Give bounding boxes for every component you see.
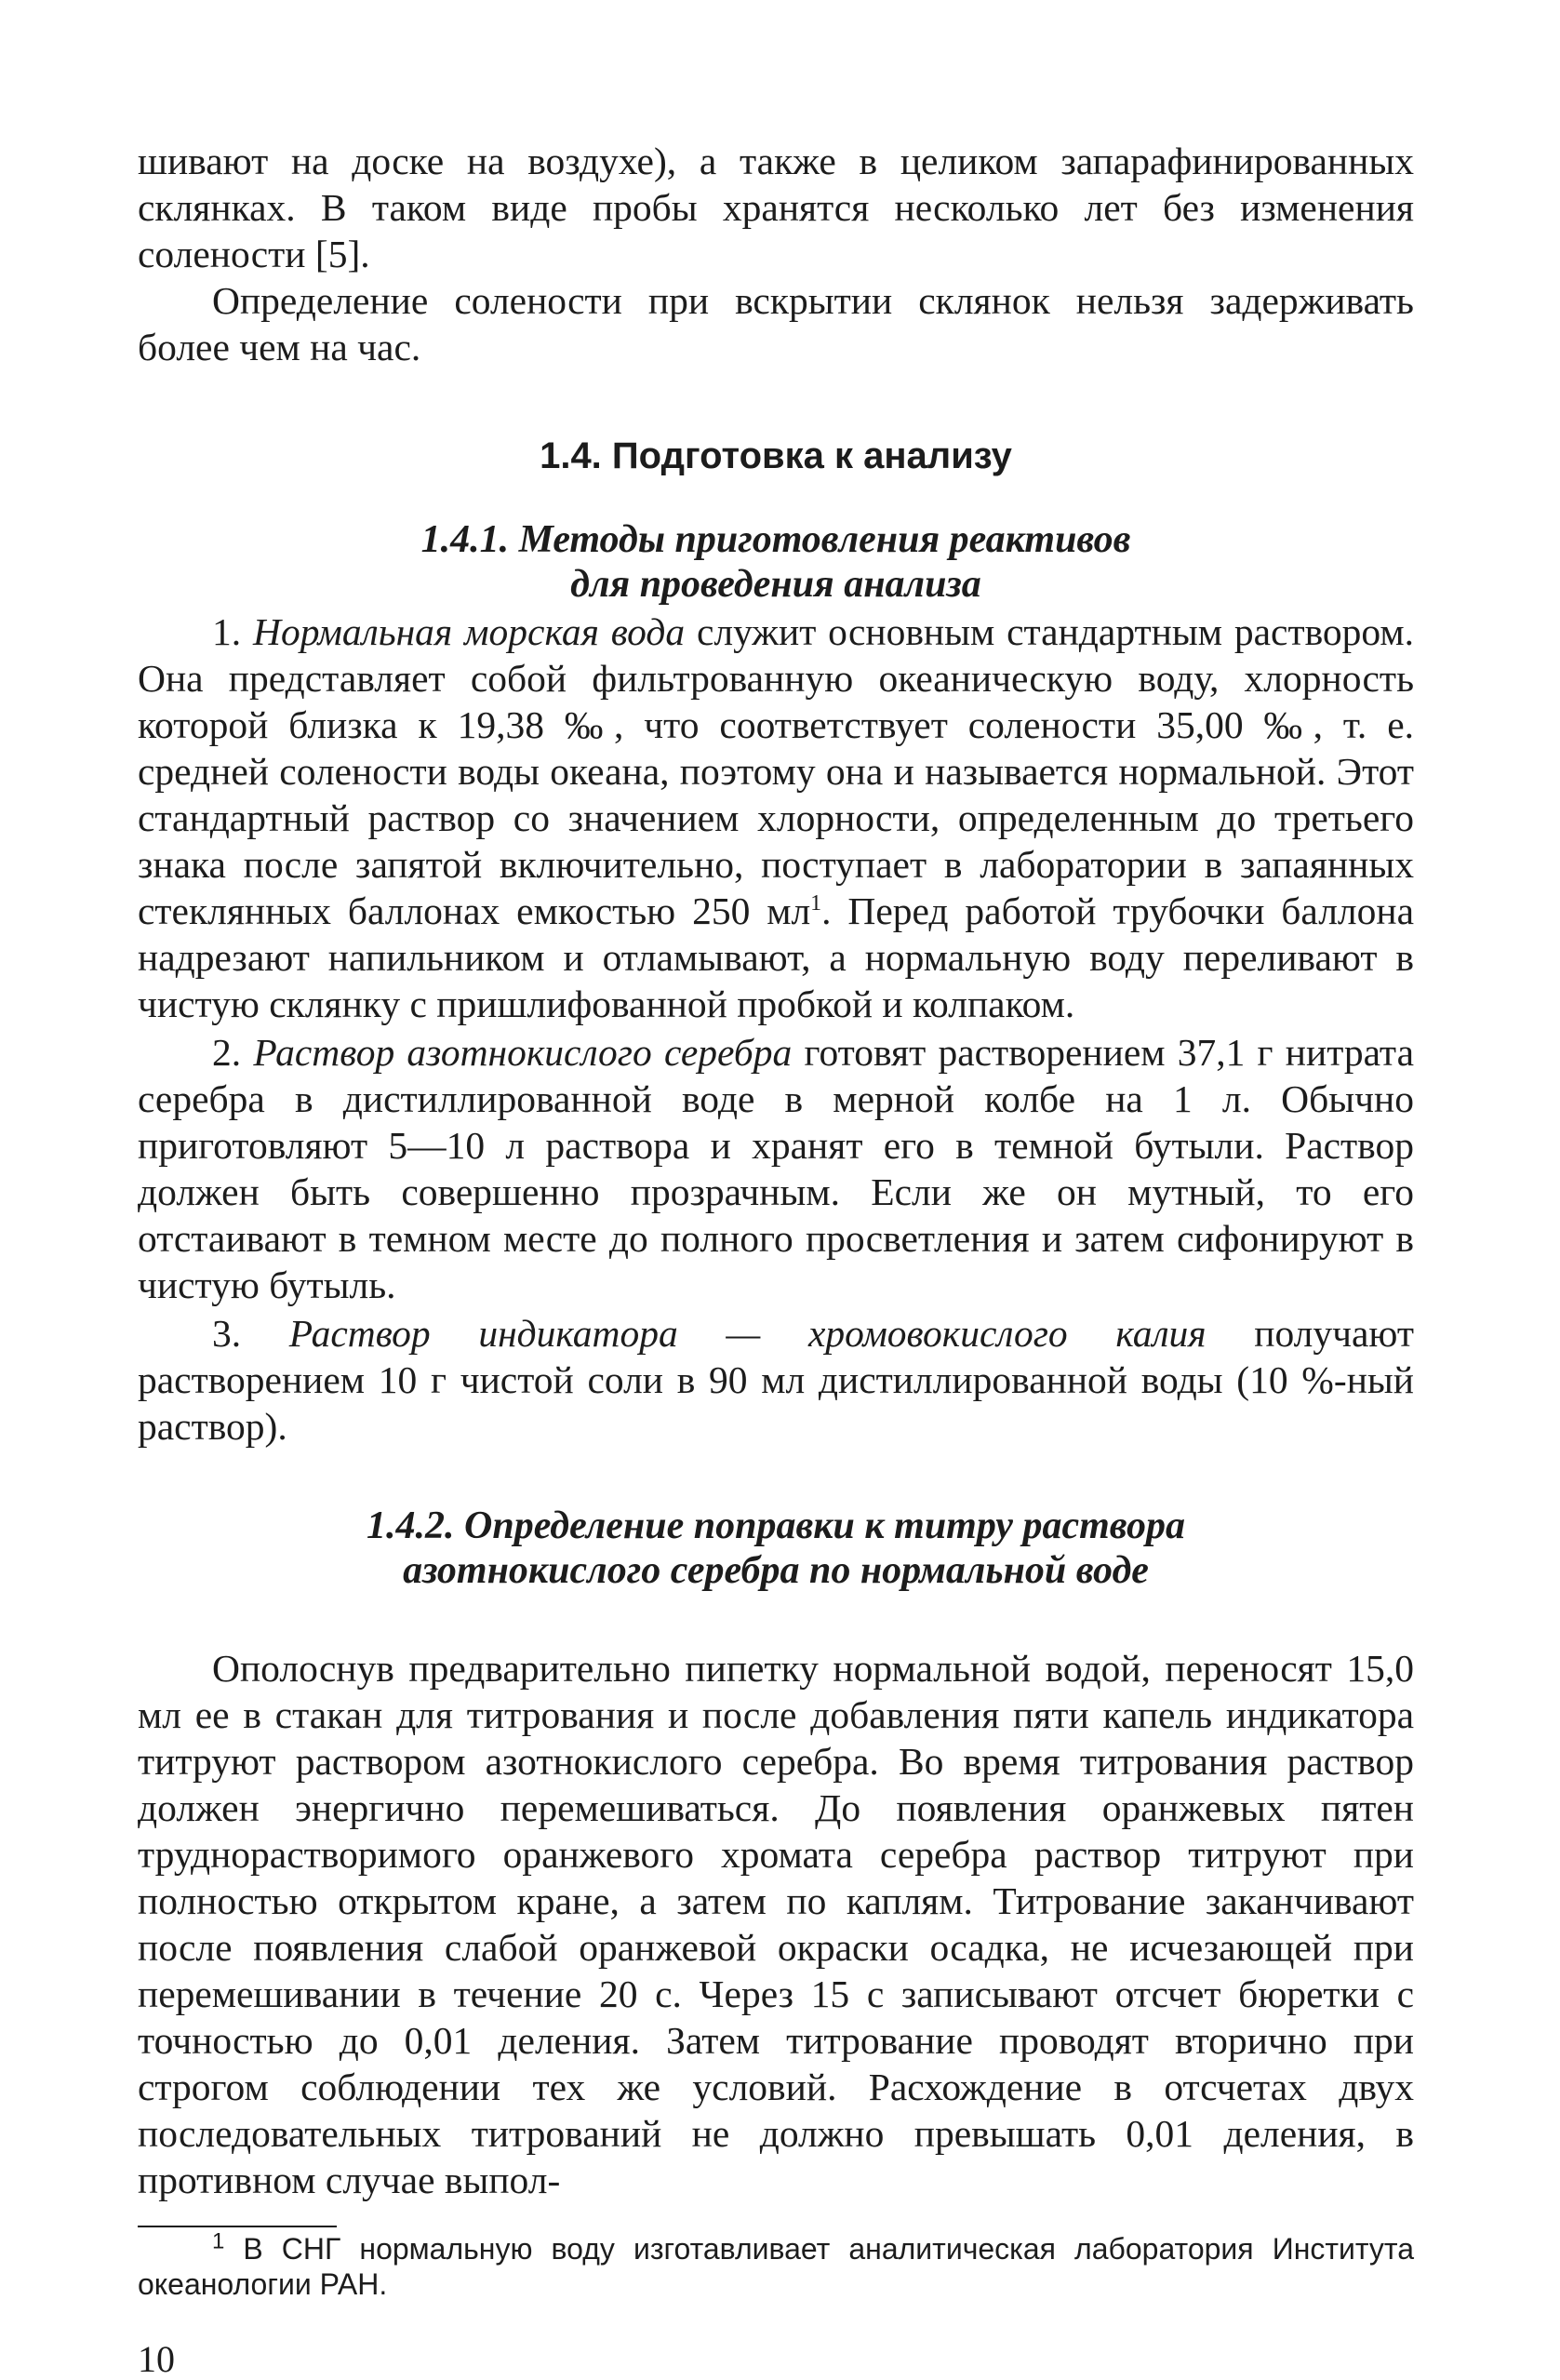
list-item-indicator [138, 1310, 1414, 1450]
list-item-silver-nitrate [138, 1029, 1414, 1308]
list-item-text: получают растворением 10 г чистой соли в 90 мл дистиллированной воды (10 %-ный раствор). [138, 1312, 1415, 1448]
paragraph-titration-procedure: Ополоснув предварительно пипетку нормальной водой, переносят 15,0 мл ее в стакан для титрования и после добавления пяти капель индикатора титруют раствором азотнокислого серебра. Во время титрования раствор должен энергично перемешиваться. До появления оранжевых пятен труднорастворимого оранжевого хромата серебра раствор титруют при полностью открытом кране, а затем по каплям. Титрование заканчивают после появления слабой оранжевой окраски осадка, не исчезающей при перемешивании в течение 20 с. Через 15 с записывают отсчет бюретки с точностью до 0,01 деления. Затем титрование проводят вторично при строгом соблюдении тех же условий. Расхождение в отсчетах двух последовательных титрований не должно превышать 0,01 деления, в противном случае выпол- [138, 1647, 1414, 2201]
document-page [138, 138, 1414, 2380]
footnote-divider [138, 2226, 337, 2227]
section-title: 1.4. Подготовка к анализу [540, 435, 1012, 476]
footnote [138, 2228, 1414, 2302]
list-item-number: 2. [212, 1031, 242, 1074]
paragraph-continuation: шивают на доске на воздухе), а также в целиком запарафинированных склянках. В таком виде пробы хранятся несколько лет без изменения солености [5]. [138, 140, 1414, 275]
subsection-title-line-2: азотнокислого серебра по нормальной воде [403, 1549, 1149, 1592]
list-item-term: Нормальная морская вода [252, 610, 686, 653]
list-item-text-continued: . Перед работой трубочки баллона надрезают напильником и отламывают, а нормальную воду переливают в чистую склянку с пришлифованной пробкой и колпаком. [138, 889, 1414, 1025]
list-item-term: Раствор азотнокислого серебра [253, 1031, 793, 1074]
footnote-reference: 1 [810, 891, 822, 916]
list-item-text: служит основным стандартным раствором. Она представляет собой фильтрованную океаническую воду, хлорность которой близка к 19,38 ‰, что соответствует солености 35,00 ‰, т. е. средней солености воды океана, поэтому она и называется нормальной. Этот стандартный раствор со значением хлорности, определенным до третьего знака после запятой включительно, поступает в лаборатории в запаянных стеклянных баллонах емкостью 250 мл [138, 610, 1415, 932]
footnote-text: В СНГ нормальную воду изготавливает аналитическая лаборатория Института океанологии РАН. [138, 2232, 1414, 2301]
paragraph-salinity-note: Определение солености при вскрытии склянок нельзя задерживать более чем на час. [138, 279, 1414, 368]
list-item-number: 3. [212, 1312, 242, 1355]
subsection-title-1-4-1 [138, 517, 1414, 607]
list-item-term: Раствор индикатора — хромовокислого калия [288, 1312, 1207, 1355]
list-item-normal-seawater [138, 608, 1414, 1027]
subsection-title-1-4-2 [138, 1504, 1414, 1593]
list-item-text: готовят растворением 37,1 г нитрата серебра в дистиллированной воде в мерной колбе на 1 л. Обычно приготовляют 5—10 л раствора и хранят его в темной бутыли. Раствор должен быть совершенно прозрачным. Если же он мутный, то его отстаивают в темном месте до полного просветления и затем сифонируют в чистую бутыль. [138, 1031, 1414, 1306]
subsection-title-line-1: 1.4.2. Определение поправки к титру раствора [367, 1504, 1185, 1547]
subsection-title-line-1: 1.4.1. Методы приготовления реактивов [420, 518, 1131, 561]
page-number: 10 [138, 2338, 175, 2380]
footnote-mark: 1 [212, 2228, 225, 2254]
list-item-number: 1. [212, 610, 242, 653]
subsection-title-line-2: для проведения анализа [570, 563, 981, 606]
